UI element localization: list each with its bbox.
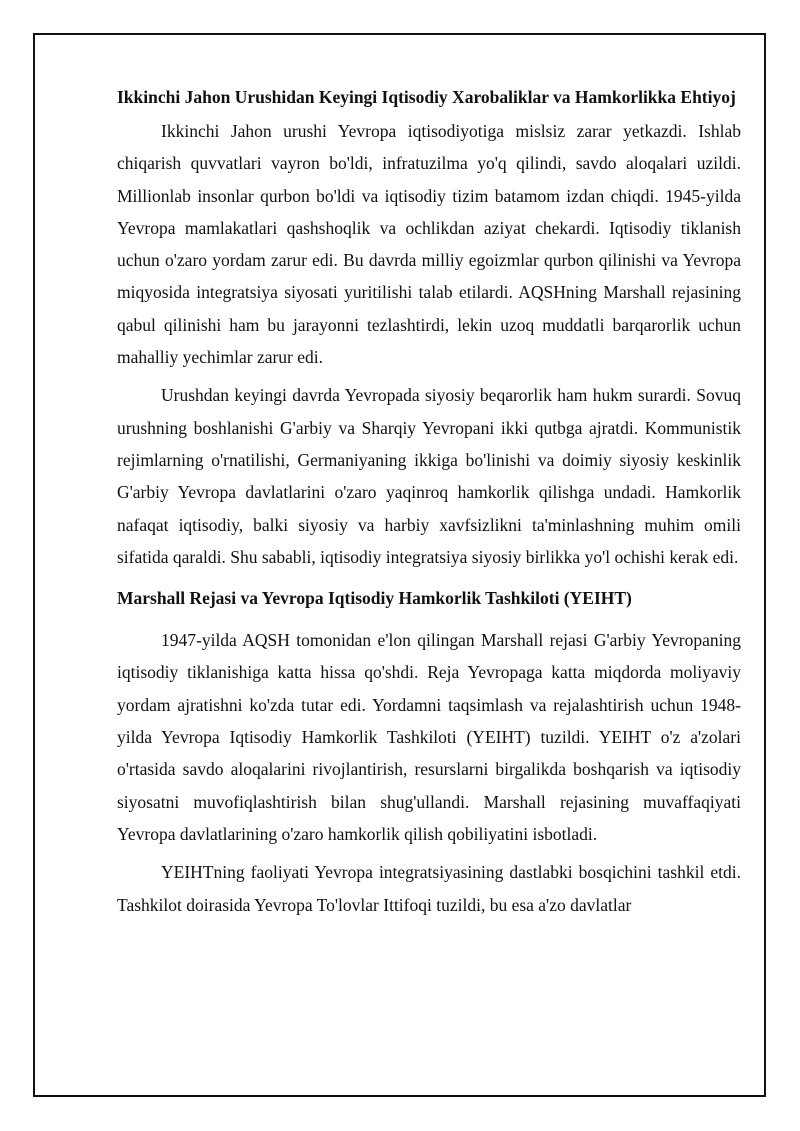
document-body (117, 78, 741, 927)
paragraph: Urushdan keyingi davrda Yevropada siyosiy beqarorlik ham hukm surardi. Sovuq urushning boshlanishi G'arbiy va Sharqiy Yevropani ikki qutbga ajratdi. Kommunistik rejimlarning o'rnatilishi, Germaniyaning ikkiga bo'linishi va doimiy siyosiy keskinlik G'arbiy Yevropa davlatlarini o'zaro yaqinroq hamkorlik qilishga undadi. Hamkorlik nafaqat iqtisodiy, balki siyosiy va harbiy xavfsizlikni ta'minlashning muhim omili sifatida qaraldi. Shu sababli, iqtisodiy integratsiya siyosiy birlikka yo'l ochishi kerak edi. (117, 385, 741, 567)
paragraph: Ikkinchi Jahon urushi Yevropa iqtisodiyotiga mislsiz zarar yetkazdi. Ishlab chiqarish quvvatlari vayron bo'ldi, infratuzilma yo'q qilindi, savdo aloqalari uzildi. Millionlab insonlar qurbon bo'ldi va iqtisodiy tizim batamom izdan chiqdi. 1945-yilda Yevropa mamlakatlari qashshoqlik va ochlikdan aziyat chekardi. Iqtisodiy tiklanish uchun o'zaro yordam zarur edi. Bu davrda milliy egoizmlar qurbon qilinishi va Yevropa miqyosida integratsiya siyosati yuritilishi talab etilardi. AQSHning Marshall rejasining qabul qilinishi ham bu jarayonni tezlashtirdi, lekin uzoq muddatli barqarorlik uchun mahalliy yechimlar zarur edi. (117, 121, 741, 368)
section-heading: Marshall Rejasi va Yevropa Iqtisodiy Hamkorlik Tashkiloti (YEIHT) (117, 588, 632, 609)
section-heading: Ikkinchi Jahon Urushidan Keyingi Iqtisodiy Xarobaliklar va Hamkorlikka Ehtiyoj (117, 87, 736, 107)
paragraph: 1947-yilda AQSH tomonidan e'lon qilingan Marshall rejasi G'arbiy Yevropaning iqtisodiy tiklanishiga katta hissa qo'shdi. Reja Yevropaga katta miqdorda moliyaviy yordam ajratishni ko'zda tutar edi. Yordamni taqsimlash va rejalashtirish uchun 1948-yilda Yevropa Iqtisodiy Hamkorlik Tashkiloti (YEIHT) tuzildi. YEIHT o'z a'zolari o'rtasida savdo aloqalarini rivojlantirish, resurslarni birgalikda boshqarish va iqtisodiy siyosatni muvofiqlashtirish bilan shug'ullandi. Marshall rejasining muvaffaqiyati Yevropa davlatlarining o'zaro hamkorlik qilish qobiliyatini isbotladi. (117, 630, 741, 844)
paragraph: YEIHTning faoliyati Yevropa integratsiyasining dastlabki bosqichini tashkil etdi. Tashkilot doirasida Yevropa To'lovlar Ittifoqi tuzildi, bu esa a'zo davlatlar (117, 862, 741, 915)
